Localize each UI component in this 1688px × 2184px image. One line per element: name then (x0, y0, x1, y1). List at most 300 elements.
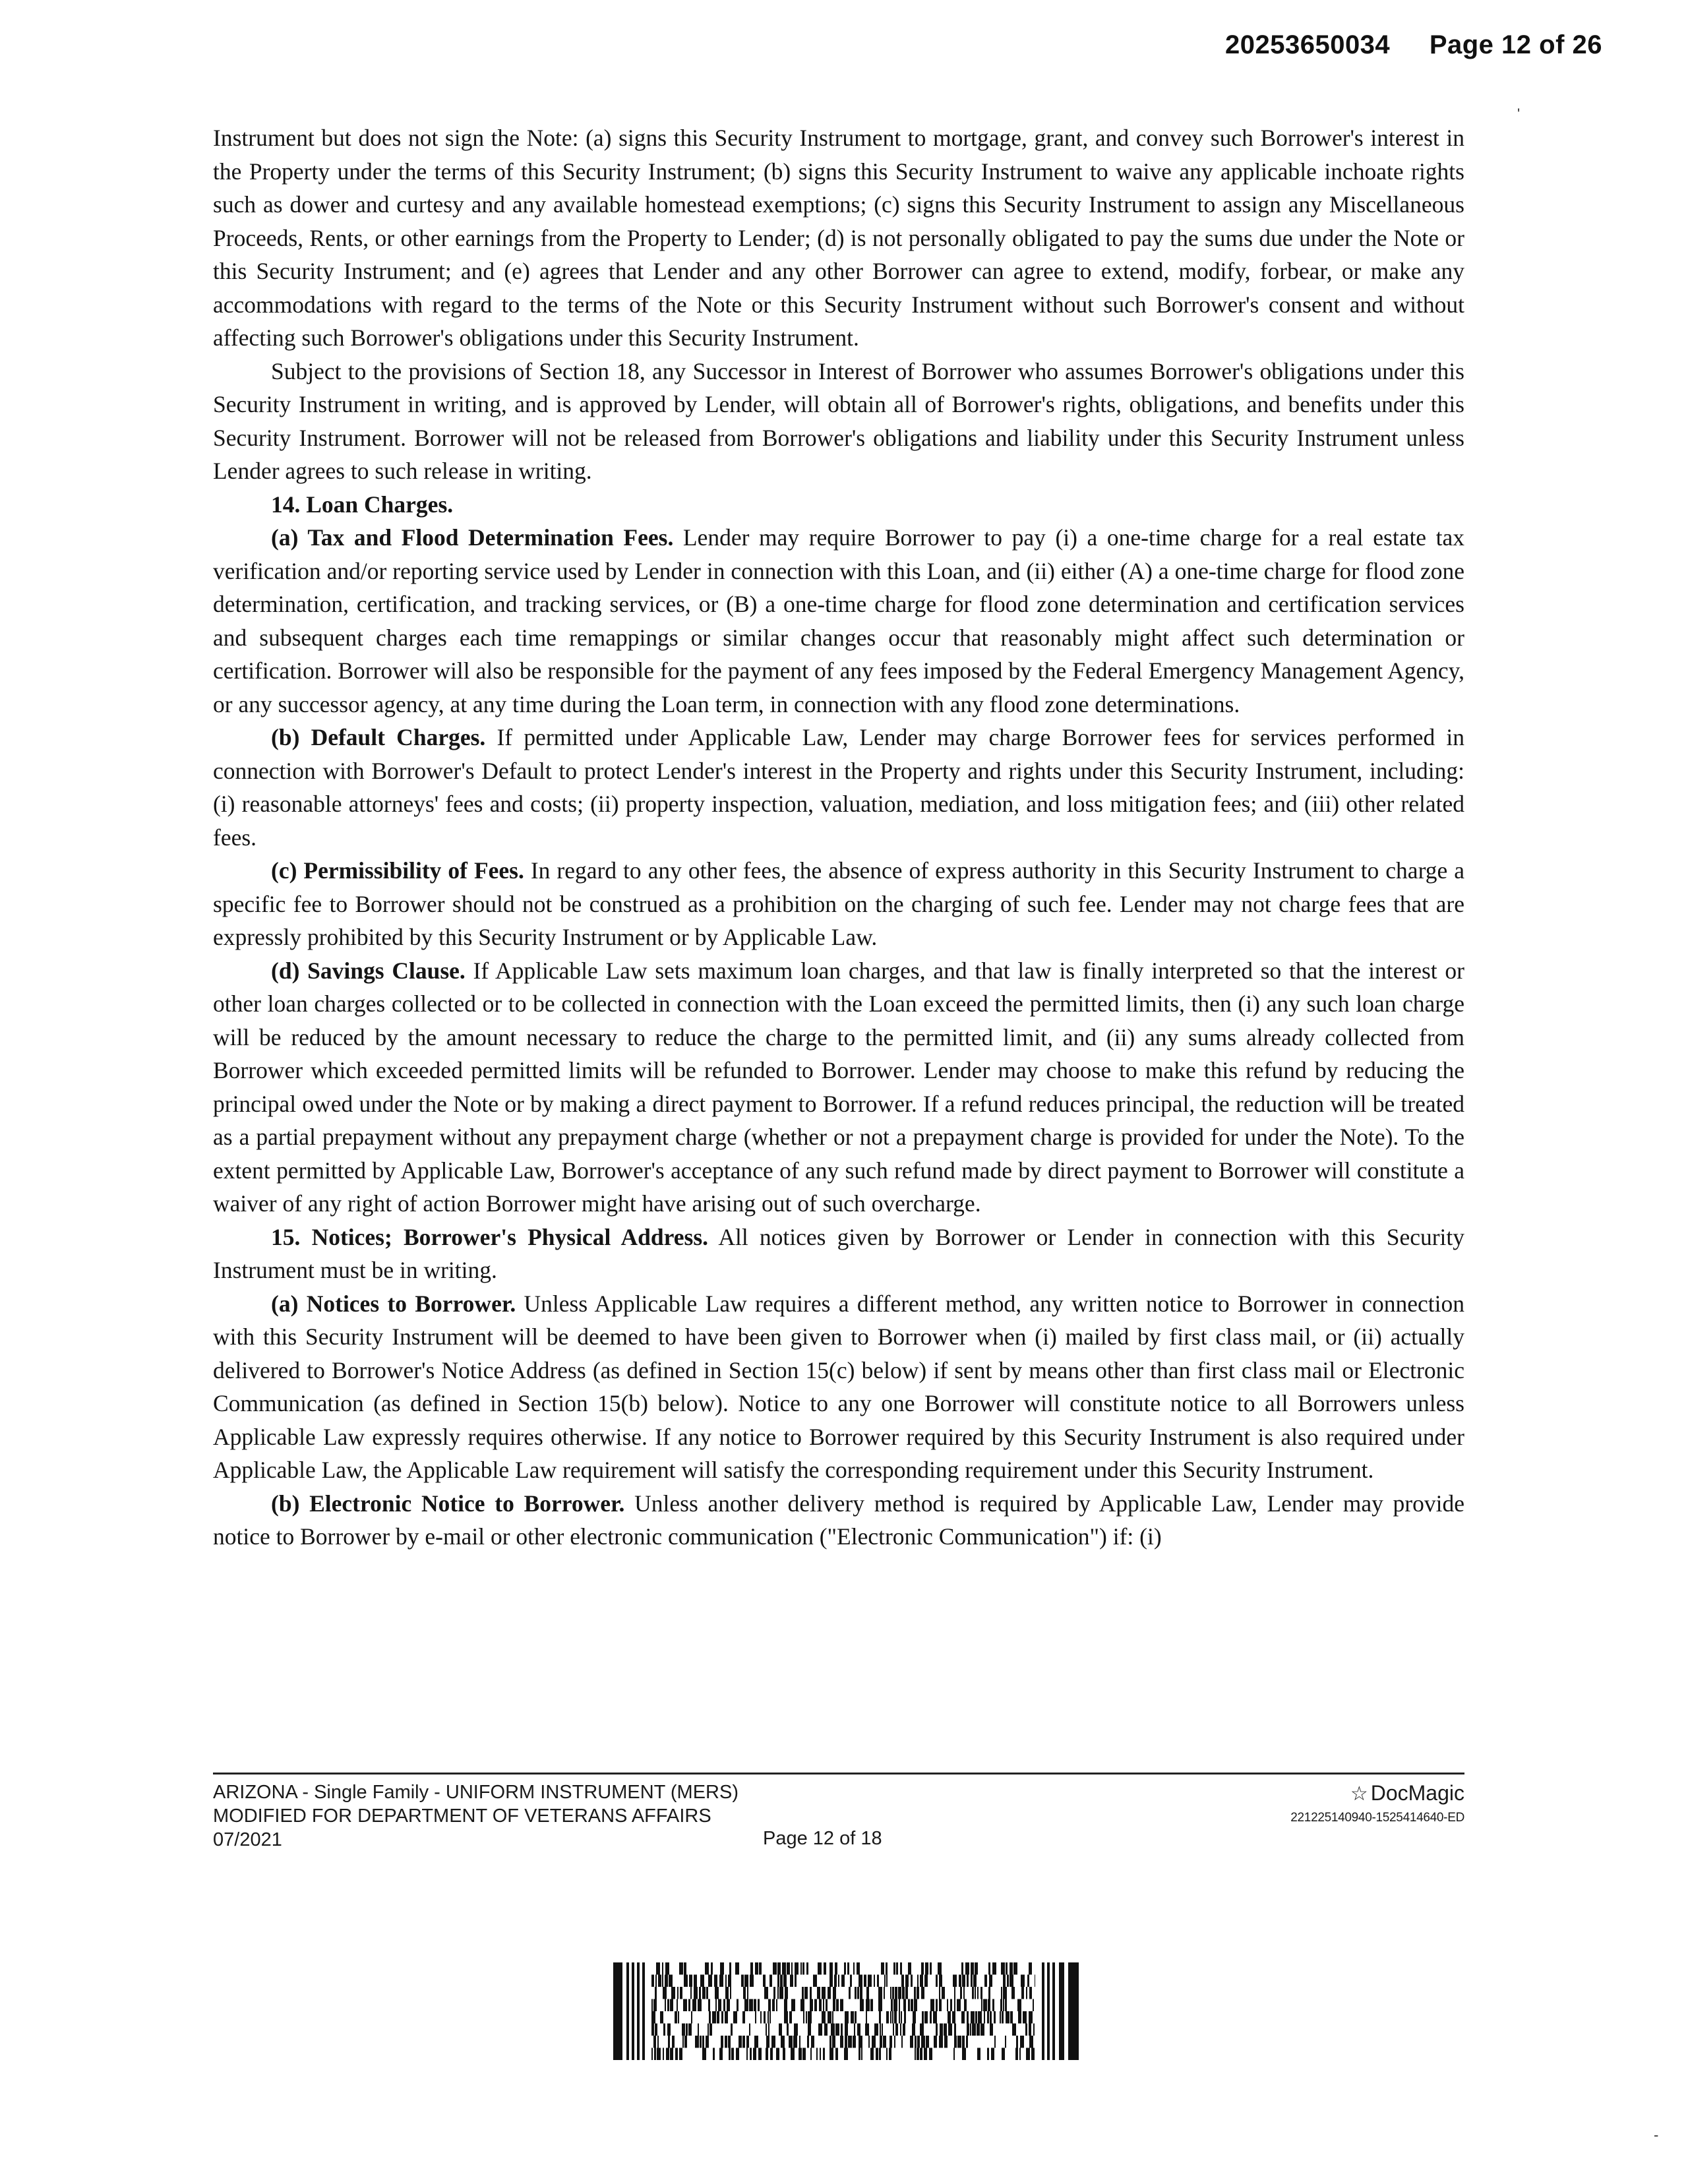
footer-form-line1: ARIZONA - Single Family - UNIFORM INSTRUMENT (MERS) (213, 1782, 739, 1803)
barcode-bar (715, 1999, 717, 2012)
barcode-bar (880, 2036, 882, 2048)
barcode-bar (776, 1999, 777, 2012)
barcode-bar (893, 1962, 895, 1975)
barcode-bar (917, 1987, 919, 1999)
paragraph-borrower-obligations: Instrument but does not sign the Note: (a) signs this Security Instrument to mortgage, grant, and convey such Borrower's interest in the Property under the terms of this Security Instrument; (b) signs this Security Instrument to waive any applicable inchoate rights such as dower and curtesy and any available homestead exemptions; (c) signs this Security Instrument to assign any Miscellaneous Proceeds, Rents, or other earnings from the Property to Lender; (d) is not personally obligated to pay the sums due under the Note or this Security Instrument; and (e) agrees that Lender and any other Borrower can agree to extend, modify, forbear, or make any accommodations with regard to the terms of the Note or this Security Instrument without such Borrower's consent and without affecting such Borrower's obligations under this Security Instrument. (213, 125, 1464, 351)
barcode-bar (845, 2011, 849, 2024)
barcode-bar (917, 1975, 919, 1987)
barcode-bar (1017, 1999, 1021, 2012)
barcode-bar (749, 2024, 750, 2036)
barcode-bar (922, 2011, 924, 2024)
barcode-bar (924, 2011, 928, 2024)
barcode-bar (658, 1975, 661, 1987)
barcode-bar (787, 1962, 790, 1975)
barcode-bar (714, 1975, 717, 1987)
barcode-bar (686, 2024, 688, 2036)
barcode-bar (836, 1999, 839, 2012)
footer-form-date: 07/2021 (213, 1829, 282, 1850)
barcode-bar (784, 1999, 787, 2012)
barcode-bar (898, 1987, 901, 1999)
barcode-bar (700, 1975, 704, 1987)
barcode-bar (758, 2048, 762, 2061)
section-14b-heading: (b) Default Charges. (271, 724, 486, 750)
barcode-bar (835, 2048, 838, 2061)
barcode-bar (1026, 1987, 1027, 1999)
barcode-bar (1011, 1987, 1015, 1999)
barcode-bar (868, 1975, 872, 1987)
barcode-bar (899, 2011, 900, 2024)
barcode-bar (977, 1987, 979, 1999)
barcode-bar (973, 1975, 977, 1987)
barcode-bar (718, 1999, 721, 2012)
barcode-bar (766, 2048, 768, 2061)
barcode-bar (806, 2011, 807, 2024)
barcode-bar (802, 2048, 806, 2061)
barcode-bar (746, 2048, 748, 2061)
barcode-bar (1006, 2011, 1010, 2024)
barcode-bar (988, 1962, 990, 1975)
barcode-bar (743, 1987, 746, 1999)
barcode-bar (725, 1987, 729, 1999)
section-14-heading (213, 488, 1464, 522)
barcode-bar (841, 1975, 845, 1987)
footer-form-line2: MODIFIED FOR DEPARTMENT OF VETERANS AFFAIRS (213, 1805, 711, 1827)
barcode-bar (938, 1962, 942, 1975)
barcode-bar (962, 1975, 965, 1987)
barcode-bar (880, 2024, 881, 2036)
barcode-bar (886, 2011, 889, 2024)
barcode-bar (992, 1999, 994, 2012)
section-15b-text: Unless another delivery method is required by Applicable Law, Lender may provide notice to Borrower by e-mail or other electronic communication ("Electronic Communication") if: (i) (213, 1490, 1465, 1550)
barcode-bar (766, 2036, 769, 2048)
barcode-bar (1000, 1999, 1002, 2012)
barcode-bar (728, 2036, 731, 2048)
barcode-bar (777, 1987, 779, 1999)
barcode-bar (915, 2048, 916, 2061)
barcode-bar (971, 1962, 974, 1975)
barcode-bar (1006, 1962, 1008, 1975)
barcode-bar (924, 1975, 928, 1987)
barcode-bar (915, 2036, 917, 2048)
barcode-bar (744, 1975, 748, 1987)
barcode-bar (833, 1999, 835, 2012)
barcode-bar (651, 1999, 653, 2012)
barcode-bar (890, 1987, 891, 1999)
barcode-bar (783, 2048, 785, 2061)
barcode-bar (632, 1962, 634, 2060)
barcode-bar (870, 1999, 873, 2012)
barcode-bar (768, 2011, 769, 2024)
barcode-bar (892, 2011, 893, 2024)
barcode-bar (747, 1987, 748, 1999)
barcode-bar (953, 1975, 957, 1987)
barcode-bar (912, 2024, 915, 2036)
section-15-text: All notices given by Borrower or Lender in connection with this Security Instrument must be in writing. (213, 1223, 1465, 1283)
barcode-bar (772, 1999, 775, 2012)
barcode-bar (818, 1962, 822, 1975)
barcode-bar (977, 2024, 980, 2036)
barcode-bar (878, 1987, 882, 1999)
barcode-bar (944, 2024, 947, 2036)
barcode-bar (1000, 2011, 1001, 2024)
barcode-bar (708, 1999, 710, 2012)
barcode-bar (828, 1987, 831, 1999)
barcode-bar (967, 2011, 969, 2024)
barcode-bar (833, 1987, 836, 1999)
barcode-bar (857, 1962, 860, 1975)
barcode-bar (878, 1999, 882, 2012)
barcode-bar (613, 1962, 622, 2060)
barcode-bar (939, 2036, 943, 2048)
section-14c (213, 854, 1464, 954)
barcode-bar (675, 2048, 678, 2061)
barcode-bar (806, 1962, 808, 1975)
barcode-bar (977, 2048, 980, 2061)
section-14c-text: In regard to any other fees, the absence of express authority in this Security Instrument to charge a specific fee to Borrower should not be construed as a prohibition on the charging of such fee. Lender may not charge fees that are expressly prohibited by this Security Instrument or by Applicable Law. (213, 857, 1464, 950)
barcode-bar (677, 1999, 678, 2012)
barcode-bar (1010, 1975, 1013, 1987)
barcode-bar (810, 2048, 812, 2061)
barcode-bar (730, 1987, 731, 1999)
barcode-bar (840, 2036, 843, 2048)
barcode-bar (944, 2036, 948, 2048)
docmagic-star-icon: ☆ (1350, 1783, 1368, 1805)
barcode-bar (1059, 1962, 1064, 2060)
barcode-bar (981, 1999, 982, 2012)
section-14b-text: If permitted under Applicable Law, Lender may charge Borrower fees for services performed in connection with Borrower's Default to protect Lender's interest in the Property and rights under this Security Instrument, including: (i) reasonable attorneys' fees and costs; (ii) property inspection, valuation, mediation, and loss mitigation fees; and (iii) other related fees. (213, 724, 1465, 851)
barcode-bar (868, 2036, 870, 2048)
barcode-bar (666, 2048, 669, 2061)
barcode-bar (708, 1975, 712, 1987)
barcode-bar (834, 1975, 837, 1987)
barcode-bar (984, 1975, 987, 1987)
barcode-bar (1029, 2024, 1031, 2036)
barcode-bar (781, 2036, 785, 2048)
barcode-bar (655, 2024, 657, 2036)
barcode-bar (989, 1975, 992, 1987)
section-15-heading: 15. Notices; Borrower's Physical Address. (271, 1223, 709, 1250)
barcode-bar (870, 2048, 874, 2061)
barcode-bar (1005, 2036, 1006, 2048)
barcode-bar (939, 1999, 942, 2012)
barcode-bar (899, 1999, 900, 2012)
barcode-bar (930, 1962, 932, 1975)
section-14d-text: If Applicable Law sets maximum loan charges, and that law is finally interpreted so that the interest or other loan charges collected or to be collected in connection with the Loan exceed the permitted limits, then (i) any such loan charge will be reduced by the amount necessary to reduce the charge to the permitted limit, and (ii) any sums already collected from Borrower which exceeded permitted limits will be refunded to Borrower. Lender may choose to make this refund by reducing the principal owed under the Note or by making a direct payment to Borrower. If a refund reduces principal, the reduction will be treated as a partial prepayment without any prepayment charge (whether or not a prepayment charge is provided for under the Note). To the extent permitted by Applicable Law, Borrower's acceptance of any such refund made by direct payment to Borrower will constitute a waiver of any right of action Borrower might have arising out of such overcharge. (213, 957, 1464, 1217)
barcode-bar (1042, 1962, 1044, 2060)
barcode-bar (1013, 1962, 1017, 1975)
barcode-bar (910, 2036, 913, 2048)
barcode-bar (894, 2036, 895, 2048)
barcode-bar (845, 2036, 847, 2048)
barcode-bar (857, 1987, 859, 1999)
barcode-bar (1025, 2024, 1027, 2036)
barcode-bar (975, 1987, 976, 1999)
barcode-bar (749, 1999, 753, 2012)
barcode-bar (755, 1962, 758, 1975)
barcode-bar (813, 1975, 817, 1987)
barcode-bar (793, 2036, 797, 2048)
barcode-bar (988, 1999, 990, 2012)
barcode-bar (832, 2011, 833, 2024)
barcode-bar (987, 2011, 989, 2024)
barcode-bar (920, 2024, 924, 2036)
barcode-bar (845, 2024, 848, 2036)
barcode-bar (901, 1975, 904, 1987)
barcode-bar (727, 1999, 730, 2012)
barcode-bar (777, 1975, 779, 1987)
barcode-bar (795, 1962, 799, 1975)
barcode-bar (808, 2011, 812, 2024)
barcode-bar (972, 1987, 974, 1999)
barcode-bar (954, 2024, 956, 2036)
barcode-bar (831, 2024, 835, 2036)
barcode-bar (954, 1987, 955, 1999)
barcode-bar (994, 2011, 996, 2024)
barcode-bar (705, 1962, 709, 1975)
barcode-bar (855, 1987, 857, 1999)
barcode-bar (1003, 1987, 1007, 1999)
barcode-bar (721, 2011, 723, 2024)
barcode-bar (684, 1962, 686, 1975)
barcode-bar (848, 2036, 852, 2048)
barcode-bar (750, 1962, 753, 1975)
barcode-bar (984, 2011, 985, 2024)
barcode-bar (657, 2036, 659, 2048)
barcode-bar (851, 2011, 854, 2024)
barcode-bar (671, 1987, 675, 1999)
footer-page-number: Page 12 of 18 (763, 1828, 882, 1849)
barcode-bar (936, 2024, 938, 2036)
barcode-bar (651, 2024, 654, 2036)
barcode-bar (917, 2036, 920, 2048)
barcode-bar (780, 1975, 783, 1987)
barcode-bar (656, 1962, 660, 1975)
barcode-bar (1029, 1962, 1032, 1975)
barcode-bar (670, 2048, 673, 2061)
barcode-bar (682, 2036, 684, 2048)
footer-divider (213, 1773, 1464, 1774)
barcode-bar (791, 1962, 793, 1975)
barcode-bar (872, 2036, 876, 2048)
barcode-bar (789, 2011, 792, 2024)
barcode-bar (975, 2011, 977, 2024)
barcode-bar (698, 1999, 702, 2012)
section-15b-heading: (b) Electronic Notice to Borrower. (271, 1490, 625, 1517)
barcode (613, 1962, 1079, 2060)
barcode-bar (803, 2011, 804, 2024)
barcode-bar (717, 2011, 719, 2024)
barcode-bar (731, 2024, 733, 2036)
barcode-bar (952, 2011, 955, 2024)
section-15 (213, 1221, 1464, 1287)
barcode-bar (841, 2024, 843, 2036)
barcode-bar (823, 1999, 824, 2012)
barcode-bar (721, 2036, 723, 2048)
barcode-bar (1047, 1962, 1050, 2060)
barcode-bar (1016, 2036, 1018, 2048)
barcode-bar (800, 1962, 802, 1975)
barcode-bar (911, 1975, 913, 1987)
barcode-bar (911, 1999, 913, 2012)
barcode-bar (1029, 2011, 1033, 2024)
barcode-bar (978, 2011, 982, 2024)
barcode-bar (720, 1962, 724, 1975)
brand-logo (1290, 1780, 1464, 1807)
barcode-bar (663, 1987, 667, 1999)
barcode-bar (967, 2024, 969, 2036)
barcode-bar (782, 1962, 786, 1975)
barcode-bar (844, 2048, 848, 2061)
barcode-bar (665, 1962, 669, 1975)
barcode-bar (835, 1962, 837, 1975)
barcode-bar (746, 2036, 749, 2048)
barcode-bar (783, 1975, 787, 1987)
barcode-bar (766, 2024, 767, 2036)
recording-page-label: Page 12 of 26 (1429, 30, 1602, 59)
barcode-bar (886, 1962, 888, 1975)
barcode-bar (940, 2024, 943, 2036)
barcode-bar (914, 1999, 917, 2012)
barcode-bar (861, 2048, 862, 2061)
barcode-bar (735, 1962, 739, 1975)
barcode-bar (1012, 2024, 1016, 2036)
barcode-bar (694, 1987, 698, 1999)
barcode-bar (893, 1999, 897, 2012)
barcode-bar (651, 2048, 653, 2061)
barcode-bar (789, 2036, 793, 2048)
barcode-bar (791, 2048, 795, 2061)
barcode-bar (853, 1962, 855, 1975)
barcode-bar (889, 2048, 891, 2061)
barcode-bar (1001, 1987, 1002, 1999)
brand-name: DocMagic (1370, 1781, 1464, 1805)
barcode-bar (758, 1999, 760, 2012)
barcode-bar (1019, 2048, 1021, 2061)
barcode-bar (860, 1999, 864, 2012)
barcode-bar (883, 2036, 886, 2048)
barcode-bar (964, 1999, 967, 2012)
barcode-bar (884, 1975, 886, 1987)
barcode-bar (680, 1987, 682, 1999)
barcode-bar (776, 2048, 779, 2061)
barcode-bar (889, 2036, 892, 2048)
barcode-bar (675, 2011, 677, 2024)
barcode-bar (808, 2024, 811, 2036)
barcode-bar (807, 2036, 809, 2048)
barcode-bar (823, 2048, 825, 2061)
barcode-bar (866, 1999, 870, 2012)
barcode-bar (917, 2048, 919, 2061)
barcode-bar (755, 2011, 756, 2024)
barcode-bar (882, 2024, 883, 2036)
barcode-bar (902, 1987, 905, 1999)
barcode-bar (939, 1975, 942, 1987)
barcode-bar (829, 2036, 831, 2048)
section-15a-text: Unless Applicable Law requires a different method, any written notice to Borrower in connection with this Security Instrument will be deemed to have been given to Borrower when (i) mailed by first class mail, or (ii) actually delivered to Borrower's Notice Address (as defined in Section 15(c) below) if sent by means other than first class mail or Electronic Communication (as defined in Section 15(b) below). Notice to any one Borrower will constitute notice to all Borrowers unless Applicable Law expressly requires otherwise. If any notice to Borrower required by this Security Instrument is also required under Applicable Law, the Applicable Law requirement will satisfy the corresponding requirement under this Security Instrument. (213, 1290, 1465, 1483)
barcode-bar (900, 1962, 902, 1975)
barcode-bar (844, 1962, 846, 1975)
barcode-bar (905, 1987, 908, 1999)
barcode-bar (953, 2048, 955, 2061)
barcode-bar (804, 1987, 808, 1999)
section-14d (213, 954, 1464, 1221)
barcode-bar (779, 1987, 783, 1999)
barcode-bar (642, 1962, 645, 2060)
barcode-bar (708, 2024, 709, 2036)
barcode-bar (874, 2024, 878, 2036)
barcode-bar (903, 2024, 905, 2036)
barcode-bar (819, 1999, 822, 2012)
barcode-bar (1002, 2048, 1005, 2061)
barcode-bar (921, 1987, 924, 1999)
barcode-bar (660, 2011, 663, 2024)
barcode-bar (750, 1975, 754, 1987)
barcode-bar (903, 1999, 906, 2012)
barcode-bar (771, 2036, 775, 2048)
barcode-bar (738, 2036, 742, 2048)
barcode-bar (769, 1975, 772, 1987)
section-15a-heading: (a) Notices to Borrower. (271, 1290, 516, 1317)
barcode-bar (725, 1975, 727, 1987)
footer-form-info (213, 1780, 738, 1852)
barcode-bar (988, 1987, 990, 1999)
barcode-bar (653, 1999, 657, 2012)
barcode-bar (754, 2036, 758, 2048)
barcode-bar (669, 1975, 673, 1987)
barcode-bar (737, 1999, 738, 2012)
barcode-bar (850, 1975, 852, 1987)
barcode-bar (971, 1975, 973, 1987)
barcode-bar (742, 2011, 745, 2024)
barcode-bar (990, 2011, 992, 2024)
barcode-bar (663, 2024, 665, 2036)
barcode-bar (764, 1987, 768, 1999)
barcode-bar (637, 1962, 640, 2060)
barcode-bar (920, 1975, 923, 1987)
barcode-bar (768, 2024, 769, 2036)
barcode-bar (934, 2036, 937, 2048)
barcode-bar (684, 2036, 687, 2048)
barcode-bar (763, 1975, 766, 1987)
barcode-bar (879, 2011, 881, 2024)
barcode-bar (754, 1999, 756, 2012)
barcode-bar (835, 2024, 839, 2036)
barcode-bar (1029, 2036, 1033, 2048)
barcode-bar (1018, 2011, 1021, 2024)
barcode-bar (699, 1987, 701, 1999)
barcode-bar (886, 1975, 888, 1987)
barcode-bar (770, 2048, 773, 2061)
barcode-bar (942, 1987, 945, 1999)
barcode-bar (655, 1987, 657, 1999)
barcode-bar (725, 2011, 728, 2024)
barcode-bar (957, 1999, 961, 2012)
barcode-bar (1068, 1962, 1079, 2060)
document-number: 20253650034 (1224, 30, 1391, 59)
barcode-bar (1021, 1987, 1024, 1999)
barcode-bar (1026, 2048, 1030, 2061)
barcode-bar (822, 1987, 826, 1999)
barcode-bar (753, 2048, 756, 2061)
barcode-bar (901, 2011, 902, 2024)
barcode-bar (994, 2036, 996, 2048)
barcode-bar (800, 1999, 804, 2012)
recording-header (1225, 30, 1602, 60)
stray-mark: ' (1517, 106, 1521, 122)
barcode-bar (799, 2036, 800, 2048)
barcode-bar (1015, 2048, 1018, 2061)
barcode-bar (715, 1987, 719, 1999)
